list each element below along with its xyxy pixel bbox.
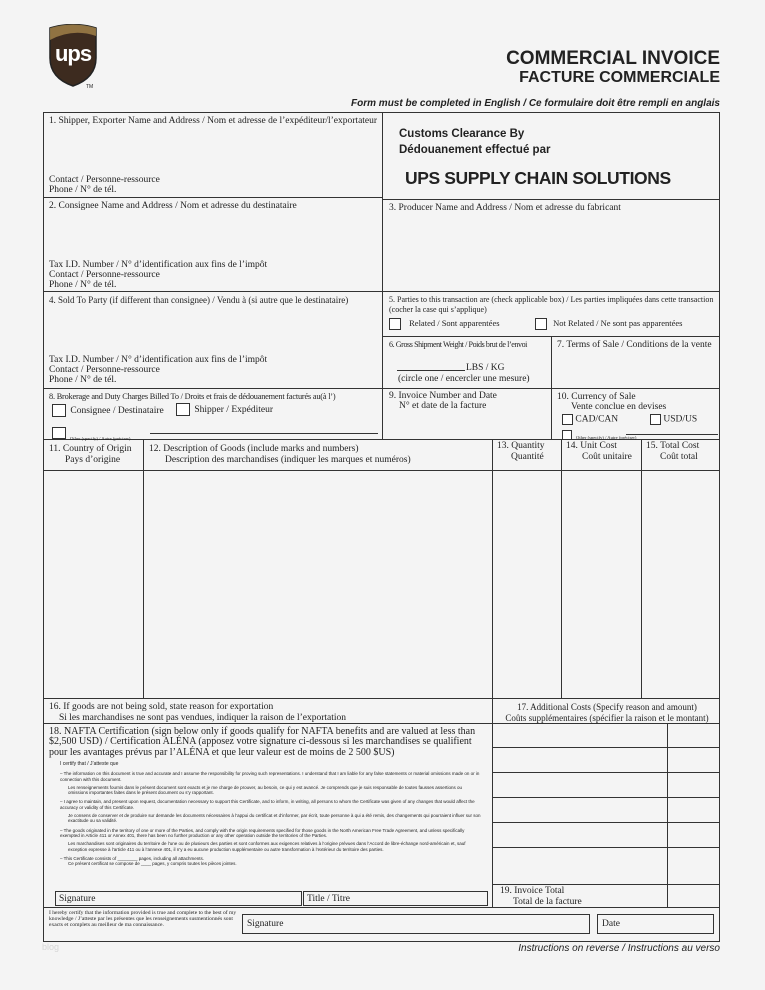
col-country-origin-fr: Pays d’origine — [65, 454, 121, 465]
nafta-text-block — [60, 762, 482, 866]
brokerage-label: 8. Brokerage and Duty Charges Billed To / Droits et frais de dédouanement facturés au(à l’) — [49, 392, 336, 401]
shipper-phone: Phone / N° de tél. — [49, 185, 117, 195]
other-currency-checkbox[interactable] — [562, 430, 572, 440]
not-sold-label — [49, 702, 489, 723]
nafta-p2-fr: Je consens de conserver et de produire sur demande les documents nécessaires à l’appui du certificat et d’informer, par écrit, toute personne à qui a été remis, des changements qui pourraient influer sur son exactitude ou sa validité. — [68, 813, 481, 824]
additional-costs-fr: Coûts supplémentaires (spécifier la raison et le montant) — [505, 712, 709, 723]
shipper-checkbox[interactable] — [176, 403, 190, 416]
usd-label: USD/US — [663, 414, 698, 425]
shipper-contact: Contact / Personne-ressource — [49, 175, 160, 185]
currency-label: 10. Currency of Sale — [557, 392, 636, 402]
invoice-number-field[interactable] — [383, 413, 550, 438]
declaration-signature-field[interactable] — [242, 914, 590, 934]
shipper-field[interactable] — [44, 128, 381, 174]
col-quantity-en: 13. Quantity — [497, 441, 545, 451]
nafta-p3-fr: Les marchandises sont originaires du territoire de l’une ou de plusieurs des parties et sont conformes aux exigences relatives à l’origine prévues dans l’Accord de libre-échange nord-américain et, sauf exception expresse à l’article 411 ou à l’annexe 401, il n’y a eu aucune production supplémentaire ou autre transformation à l’extérieur du territoire des parties. — [68, 841, 466, 852]
currency-label-fr: Vente conclue en devises — [571, 402, 667, 412]
col-total-cost-fr: Coût total — [660, 451, 698, 462]
terms-of-sale-field[interactable] — [552, 352, 719, 387]
title-en: COMMERCIAL INVOICE — [506, 48, 720, 69]
consignee-phone: Phone / N° de tél. — [49, 280, 117, 290]
customs-clearance-fr: Dédouanement effectué par — [399, 144, 551, 156]
sold-to-phone: Phone / N° de tél. — [49, 375, 117, 385]
usd-option[interactable] — [650, 414, 697, 425]
brokerage-other[interactable] — [52, 424, 130, 442]
col-quantity — [497, 441, 559, 462]
col-country-origin-en: 11. Country of Origin — [49, 444, 132, 454]
sold-to-label: 4. Sold To Party (if different than consignee) / Vendu à (si autre que le destinataire) — [49, 295, 349, 305]
not-sold-en: 16. If goods are not being sold, state reason for exportation — [49, 702, 274, 712]
col-unit-cost — [566, 441, 640, 462]
declaration-date-label: Date — [602, 919, 620, 929]
consignee-checkbox[interactable] — [52, 404, 66, 417]
col-country-origin — [49, 444, 141, 465]
brokerage-consignee-option[interactable] — [52, 404, 164, 417]
footer-instructions: Instructions on reverse / Instructions au verso — [518, 943, 720, 954]
declaration-date-field[interactable] — [597, 914, 714, 934]
consignee-tax-id: Tax I.D. Number / N° d’identification aux fins de l’impôt — [49, 260, 268, 270]
consignee-contact: Contact / Personne-ressource — [49, 270, 160, 280]
col-unit-cost-fr: Coût unitaire — [582, 451, 632, 462]
customs-company: UPS SUPPLY CHAIN SOLUTIONS — [405, 168, 671, 188]
not-related-label: Not Related / Ne sont pas apparentées — [553, 317, 683, 328]
logo-text: ups — [54, 41, 92, 66]
consignee-option-label: Consignee / Destinataire — [70, 405, 164, 416]
col-description-fr: Description des marchandises (indiquer les marques et numéros) — [165, 454, 411, 465]
nafta-p1-fr: Les renseignements fournis dans le présent document sont exacts et je me charge de prouver, au besoin, ce qui y est avancé. Je comprends que je suis responsable de toutes fausses assertions ou omissions importantes faites dans le présent document ou s’y rapportant. — [68, 784, 462, 796]
cad-label: CAD/CAN — [575, 414, 619, 425]
nafta-p1-en: – The information on this document is true and accurate and I assume the responsibility for proving such representations. I understand that I am liable for any false statements or material omissions made on or in connection with this document. — [60, 771, 480, 782]
related-option[interactable] — [389, 318, 500, 330]
additional-cost-rows[interactable] — [493, 724, 719, 884]
not-related-option[interactable] — [535, 318, 682, 330]
circle-one: (circle one / encercler une mesure) — [398, 374, 530, 384]
nafta-p4-fr: Ce présent certificat se compose de ____ pages, y compris toutes les pièces jointes. — [68, 861, 237, 867]
col-quantity-fr: Quantité — [511, 451, 544, 462]
unit-cost-cell[interactable] — [562, 471, 640, 697]
invoice-total-label — [500, 886, 582, 907]
related-label: Related / Sont apparentées — [409, 317, 500, 328]
related-checkbox[interactable] — [389, 318, 401, 330]
terms-of-sale-label: 7. Terms of Sale / Conditions de la vente — [557, 340, 712, 350]
sold-to-field[interactable] — [44, 307, 381, 353]
nafta-p4-en: – This Certificate consists of ________ pages, including all attachments. — [60, 855, 204, 861]
customs-clearance-en: Customs Clearance By — [399, 128, 525, 140]
declaration-signature-label: Signature — [247, 919, 284, 929]
nafta-signature-label: Signature — [59, 894, 96, 904]
watermark: blog — [42, 942, 60, 952]
country-origin-cell[interactable] — [44, 471, 142, 697]
brokerage-shipper-option[interactable] — [176, 403, 273, 416]
consignee-field[interactable] — [44, 213, 381, 258]
nafta-title-field[interactable] — [303, 891, 488, 906]
form-instruction: Form must be completed in English / Ce formulaire doit être rempli en anglais — [351, 98, 720, 109]
sold-to-contact: Contact / Personne-ressource — [49, 365, 160, 375]
gross-weight-label: 6. Gross Shipment Weight / Poids brut de l’envoi — [389, 340, 528, 349]
nafta-p3-en: – The goods originated in the territory of one or more of the Parties, and comply with the origin requirements specified for those goods in the North American Free Trade Agreement, and unless specifically exempted in Article 411 or Annex 401, there has been no further production or any other operation outside the territories of the Parties. — [60, 827, 465, 838]
col-total-cost — [646, 441, 718, 462]
total-cost-cell[interactable] — [642, 471, 719, 697]
cad-checkbox[interactable] — [562, 414, 573, 425]
col-unit-cost-en: 14. Unit Cost — [566, 441, 617, 451]
invoice-total-fr: Total de la facture — [513, 896, 582, 907]
nafta-title-label: Title / Titre — [307, 894, 350, 904]
producer-label: 3. Producer Name and Address / Nom et adresse du fabricant — [389, 203, 621, 213]
description-cell[interactable] — [144, 471, 491, 697]
col-description-en: 12. Description of Goods (include marks and numbers) — [149, 444, 359, 454]
shipper-label: 1. Shipper, Exporter Name and Address / Nom et adresse de l’expéditeur/l’exportateur — [49, 116, 378, 126]
nafta-title: 18. NAFTA Certification (sign below only if goods qualify for NAFTA benefits and are valued at less than $2,500 USD) / Certification ALÉNA (apposez votre signature ci-dessous si les marchandises se qualifient pour les avantages prévus par l’ALÉNA et que leur valeur est de moins de 2 500 $US) — [49, 726, 476, 758]
trademark: TM — [86, 84, 94, 90]
additional-costs-en: 17. Additional Costs (Specify reason and amount) — [517, 702, 697, 712]
other-currency-label: Other (specify) / Autre (préciser) — [576, 435, 637, 440]
nafta-p2-en: – I agree to maintain, and present upon request, documentation necessary to support this Certificate, and to inform, in writing, all persons to whom the Certificate was given of any changes that would affect the accuracy or validity of this Certificate. — [60, 799, 475, 810]
col-total-cost-en: 15. Total Cost — [646, 441, 700, 451]
gross-weight-field[interactable] — [397, 362, 465, 371]
title-fr: FACTURE COMMERCIALE — [519, 69, 720, 86]
shipper-option-label: Shipper / Expéditeur — [194, 404, 273, 415]
not-related-checkbox[interactable] — [535, 318, 547, 330]
invoice-total-en: 19. Invoice Total — [500, 886, 565, 896]
invoice-total-field[interactable] — [668, 885, 719, 907]
parties-label: 5. Parties to this transaction are (check applicable box) / Les parties impliquées dans cette transaction (cocher la case qui s’applique) — [389, 295, 714, 314]
lbs-kg[interactable]: LBS / KG — [466, 363, 505, 373]
sold-to-tax-id: Tax I.D. Number / N° d’identification aux fins de l’impôt — [49, 355, 268, 365]
producer-field[interactable] — [383, 215, 719, 290]
usd-checkbox[interactable] — [650, 414, 661, 425]
declaration-text: I hereby certify that the information provided is true and complete to the best of my knowledge / J’atteste par les présentes que les renseignements susmentionnés sont exacts et complets au meilleur de ma connaissance. — [49, 910, 237, 929]
invoice-number-label-fr: N° et date de la facture — [399, 401, 487, 411]
quantity-cell[interactable] — [493, 471, 560, 697]
cad-option[interactable] — [562, 414, 618, 425]
other-specify-label: Other (specify) / Autre (préciser) — [70, 436, 131, 441]
invoice-number-label: 9. Invoice Number and Date — [389, 391, 497, 401]
not-sold-fr: Si les marchandises ne sont pas vendues, indiquer la raison de l’exportation — [59, 712, 347, 723]
other-checkbox[interactable] — [52, 427, 66, 439]
consignee-label: 2. Consignee Name and Address / Nom et adresse du destinataire — [49, 201, 297, 211]
ups-logo — [44, 24, 102, 90]
nafta-signature-field[interactable] — [55, 891, 302, 906]
col-description — [149, 444, 489, 465]
additional-costs-label — [496, 702, 718, 723]
nafta-certify: I certify that / J’atteste que — [60, 761, 119, 767]
